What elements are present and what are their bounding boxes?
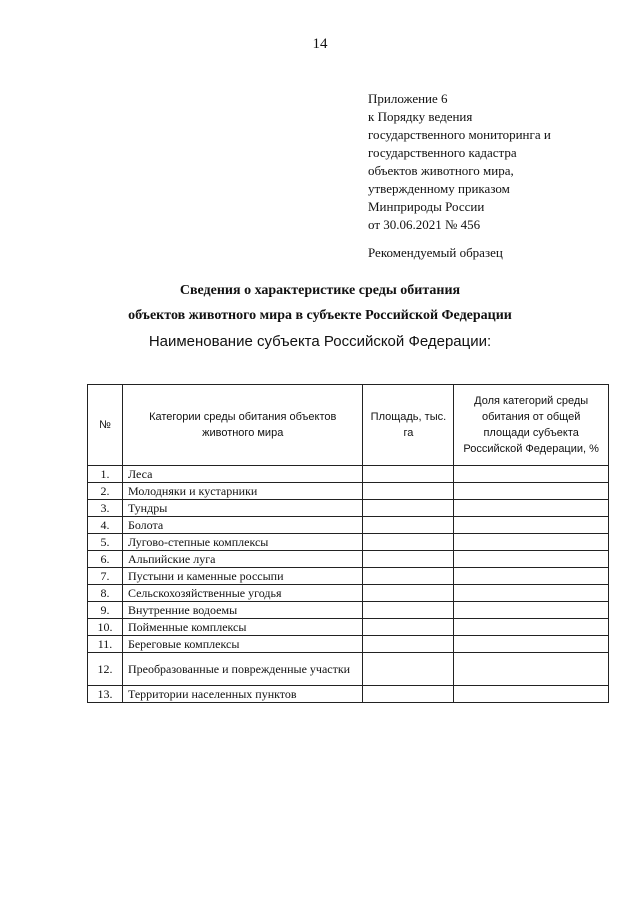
- table-row: [88, 602, 609, 619]
- appendix-line: государственного кадастра: [368, 145, 517, 160]
- row-area-cell[interactable]: [363, 636, 454, 653]
- row-num: 10.: [88, 619, 123, 636]
- appendix-line: утвержденному приказом: [368, 181, 510, 196]
- row-num: 1.: [88, 466, 123, 483]
- row-share-cell[interactable]: [454, 534, 609, 551]
- row-num: 5.: [88, 534, 123, 551]
- appendix-line: Приложение 6: [368, 91, 448, 106]
- row-num: 13.: [88, 686, 123, 703]
- appendix-line: Минприроды России: [368, 199, 485, 214]
- table-row: [88, 568, 609, 585]
- row-share-cell[interactable]: [454, 585, 609, 602]
- row-share-cell[interactable]: [454, 686, 609, 703]
- row-category: Внутренние водоемы: [122, 602, 363, 619]
- table-row: [88, 636, 609, 653]
- row-share-cell[interactable]: [454, 500, 609, 517]
- table-row: [88, 466, 609, 483]
- table-row: [88, 585, 609, 602]
- row-area-cell[interactable]: [363, 500, 454, 517]
- row-share-cell[interactable]: [454, 483, 609, 500]
- row-area-cell[interactable]: [363, 585, 454, 602]
- row-category: Преобразованные и поврежденные участки: [122, 653, 363, 686]
- habitat-table: [87, 384, 609, 703]
- appendix-line: объектов животного мира,: [368, 163, 514, 178]
- row-category: Территории населенных пунктов: [122, 686, 363, 703]
- row-category: Лугово-степные комплексы: [122, 534, 363, 551]
- appendix-block: [368, 90, 551, 234]
- appendix-line: к Порядку ведения: [368, 109, 473, 124]
- appendix-line: от 30.06.2021 № 456: [368, 217, 481, 232]
- row-category: Сельскохозяйственные угодья: [122, 585, 363, 602]
- row-num: 8.: [88, 585, 123, 602]
- table-row: [88, 619, 609, 636]
- row-num: 11.: [88, 636, 123, 653]
- table-row: [88, 483, 609, 500]
- row-area-cell[interactable]: [363, 466, 454, 483]
- row-share-cell[interactable]: [454, 568, 609, 585]
- table-row: [88, 686, 609, 703]
- row-category: Тундры: [122, 500, 363, 517]
- row-category: Береговые комплексы: [122, 636, 363, 653]
- row-area-cell[interactable]: [363, 619, 454, 636]
- table-row: [88, 500, 609, 517]
- row-num: 7.: [88, 568, 123, 585]
- row-area-cell[interactable]: [363, 686, 454, 703]
- row-share-cell[interactable]: [454, 551, 609, 568]
- document-title-line-1: Сведения о характеристике среды обитания: [179, 283, 461, 298]
- row-num: 4.: [88, 517, 123, 534]
- row-share-cell[interactable]: [454, 602, 609, 619]
- row-num: 3.: [88, 500, 123, 517]
- row-area-cell[interactable]: [363, 517, 454, 534]
- row-area-cell[interactable]: [363, 653, 454, 686]
- appendix-line: государственного мониторинга и: [368, 127, 551, 142]
- row-area-cell[interactable]: [363, 483, 454, 500]
- row-category: Пойменные комплексы: [122, 619, 363, 636]
- row-share-cell[interactable]: [454, 466, 609, 483]
- row-category: Молодняки и кустарники: [122, 483, 363, 500]
- table-row: [88, 653, 609, 686]
- row-category: Пустыни и каменные россыпи: [122, 568, 363, 585]
- sample-label: Рекомендуемый образец: [368, 245, 503, 260]
- row-num: 12.: [88, 653, 123, 686]
- document-title-line-2: объектов животного мира в субъекте Российской Федерации: [128, 308, 512, 323]
- row-area-cell[interactable]: [363, 568, 454, 585]
- row-share-cell[interactable]: [454, 517, 609, 534]
- table-header-row: [88, 385, 609, 466]
- row-category: Альпийские луга: [122, 551, 363, 568]
- table-row: [88, 534, 609, 551]
- row-num: 2.: [88, 483, 123, 500]
- header-share: Доля категорий среды обитания от общей площади субъекта Российской Федерации, %: [454, 385, 609, 466]
- row-area-cell[interactable]: [363, 602, 454, 619]
- page-number: 14: [312, 36, 328, 52]
- row-area-cell[interactable]: [363, 551, 454, 568]
- header-category: Категории среды обитания объектов животного мира: [122, 385, 363, 466]
- table-row: [88, 551, 609, 568]
- row-area-cell[interactable]: [363, 534, 454, 551]
- row-share-cell[interactable]: [454, 636, 609, 653]
- header-num: №: [88, 385, 123, 466]
- row-num: 9.: [88, 602, 123, 619]
- header-area: Площадь, тыс. га: [363, 385, 454, 466]
- row-share-cell[interactable]: [454, 619, 609, 636]
- row-category: Болота: [122, 517, 363, 534]
- row-num: 6.: [88, 551, 123, 568]
- row-category: Леса: [122, 466, 363, 483]
- row-share-cell[interactable]: [454, 653, 609, 686]
- table-row: [88, 517, 609, 534]
- subject-name-label: Наименование субъекта Российской Федерации:: [148, 333, 492, 350]
